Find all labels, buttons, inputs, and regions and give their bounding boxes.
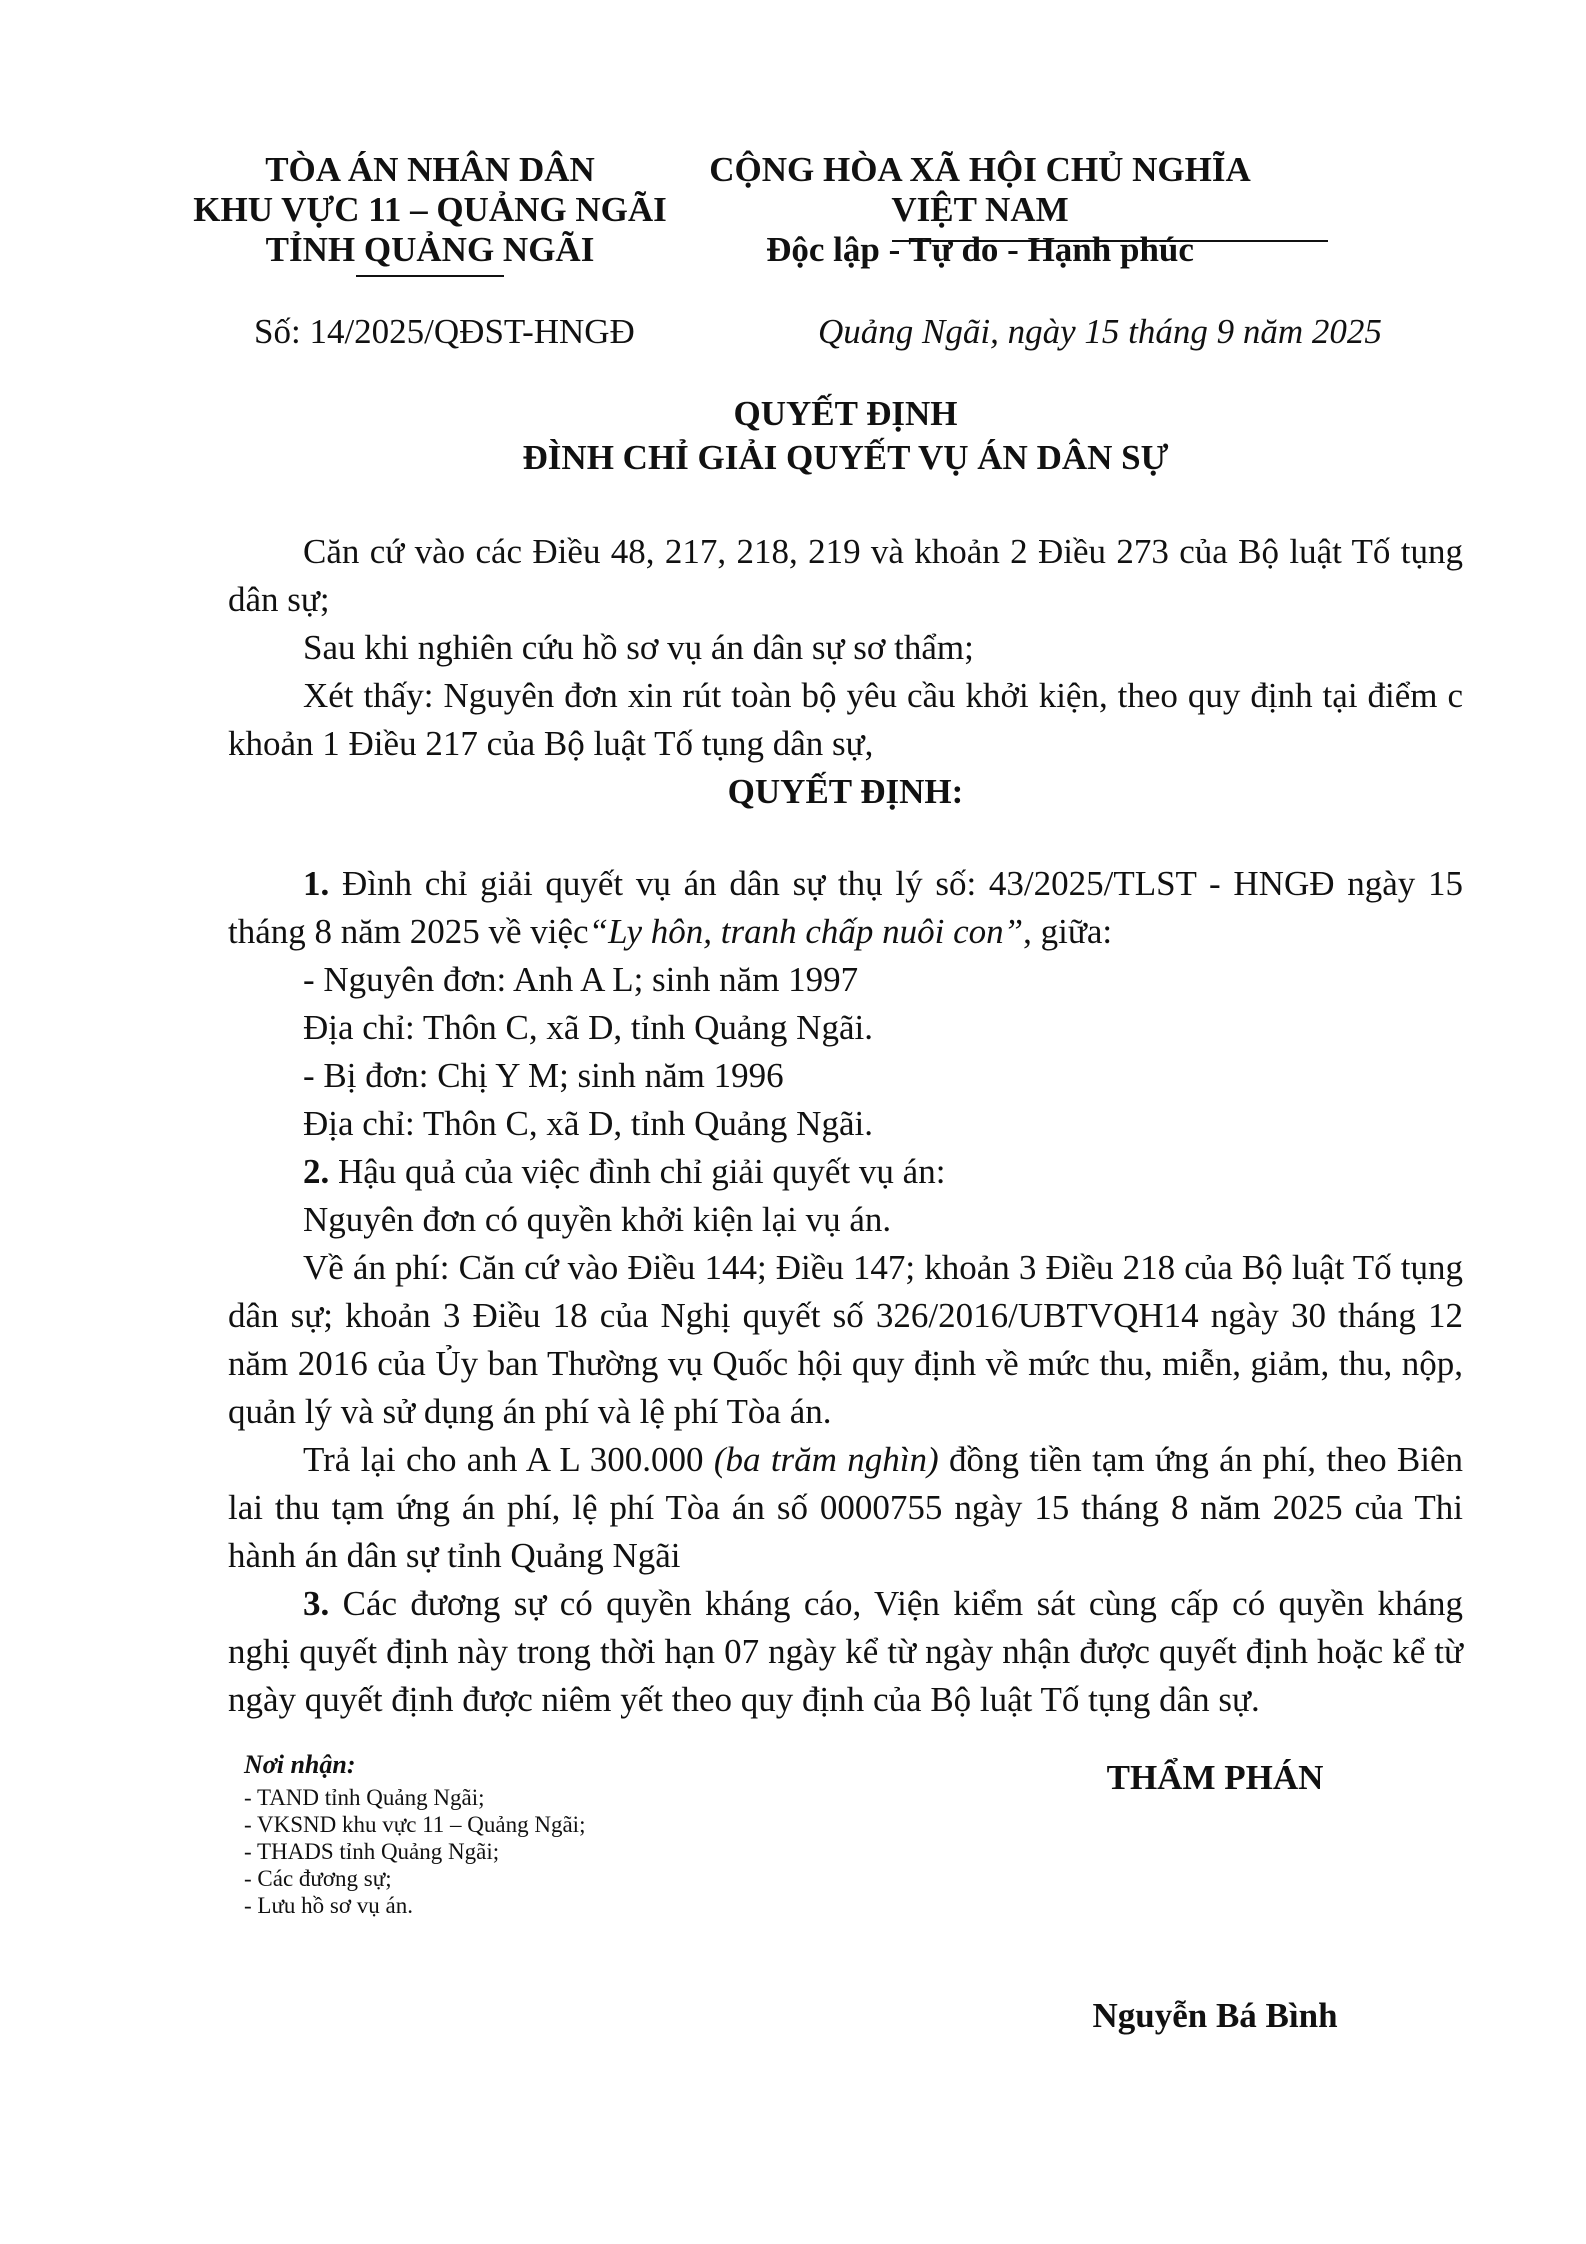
section-3-number: 3. [303,1584,330,1623]
appeal-rights: Các đương sự có quyền kháng cáo, Viện kiểm sát cùng cấp có quyền kháng nghị quyết định này trong thời hạn 07 ngày kể từ ngày nhận được quyết định hoặc kể từ ngày quyết định được niêm yết theo quy định của Bộ luật Tố tụng dân sự. [228,1584,1463,1719]
title-line-2: ĐÌNH CHỈ GIẢI QUYẾT VỤ ÁN DÂN SỰ [522,438,1169,477]
section-1-text [228,860,1463,956]
section-1-tail: , giữa: [1023,912,1113,951]
court-line-3: TỈNH QUẢNG NGÃI [265,230,595,269]
preamble-finding: Xét thấy: Nguyên đơn xin rút toàn bộ yêu cầu khởi kiện, theo quy định tại điểm c khoản 1 Điều 217 của Bộ luật Tố tụng dân sự, [228,676,1463,763]
national-motto [700,150,1260,270]
country-name: CỘNG HÒA XÃ HỘI CHỦ NGHĨA VIỆT NAM [709,150,1251,229]
refund-amount-words: (ba trăm nghìn) [713,1440,939,1479]
title-line-1: QUYẾT ĐỊNH [733,394,958,433]
signer-title: THẨM PHÁN [1106,1758,1324,1797]
section-2-heading [303,1148,945,1196]
preamble-review: Sau khi nghiên cứu hồ sơ vụ án dân sự sơ thẩm; [303,628,974,667]
document-title [228,392,1463,480]
preamble-legal-basis: Căn cứ vào các Điều 48, 217, 218, 219 và khoản 2 Điều 273 của Bộ luật Tố tụng dân sự; [228,532,1463,619]
case-name: “Ly hôn, tranh chấp nuôi con” [588,912,1024,951]
motto-underline [892,240,1328,242]
court-fee-basis: Về án phí: Căn cứ vào Điều 144; Điều 147; khoản 3 Điều 218 của Bộ luật Tố tụng dân sự; khoản 3 Điều 18 của Nghị quyết số 326/2016/UBTVQH14 ngày 30 tháng 12 năm 2016 của Ủy ban Thường vụ Quốc hội quy định về mức thu, miễn, giảm, thu, nộp, quản lý và sử dụng án phí và lệ phí Tòa án. [228,1248,1463,1431]
fee-refund [228,1436,1463,1580]
recipient-item: - Lưu hồ sơ vụ án. [244,1893,413,1918]
recipient-item: - TAND tỉnh Quảng Ngãi; [244,1785,485,1810]
court-name [180,150,680,270]
court-line-2: KHU VỰC 11 – QUẢNG NGÃI [193,190,667,229]
plaintiff-address: Địa chỉ: Thôn C, xã D, tỉnh Quảng Ngãi. [303,1008,873,1047]
signer-name: Nguyễn Bá Bình [1092,1996,1338,2035]
recipient-item: - VKSND khu vực 11 – Quảng Ngãi; [244,1812,586,1837]
motto: Độc lập - Tự do - Hạnh phúc [766,230,1194,269]
recipient-item: - Các đương sự; [244,1866,392,1891]
decision-heading: QUYẾT ĐỊNH: [727,772,964,811]
refund-amount: Trả lại cho anh A L 300.000 [303,1440,714,1479]
section-1-number: 1. [303,864,330,903]
recipient-item: - THADS tỉnh Quảng Ngãi; [244,1839,500,1864]
section-1-intro: Đình chỉ giải quyết vụ án dân sự thụ lý số: 43/2025/TLST - HNGĐ ngày 15 tháng 8 năm 2025 về việc [228,864,1463,951]
plaintiff: - Nguyên đơn: Anh A L; sinh năm 1997 [303,960,859,999]
defendant: - Bị đơn: Chị Y M; sinh năm 1996 [303,1056,784,1095]
document-number: Số: 14/2025/QĐST-HNGĐ [254,312,635,351]
court-underline [356,275,504,277]
court-line-1: TÒA ÁN NHÂN DÂN [265,150,595,189]
recipients-heading: Nơi nhận: [244,1750,356,1779]
section-2-number: 2. [303,1152,330,1191]
refund-receipt: đồng tiền tạm ứng án phí, theo Biên lai thu tạm ứng án phí, lệ phí Tòa án số 0000755 ngày 15 tháng 8 năm 2025 của Thi hành án dân sự tỉnh Quảng Ngãi [228,1440,1463,1575]
section-3-text [228,1580,1463,1724]
issue-date: Quảng Ngãi, ngày 15 tháng 9 năm 2025 [818,312,1382,351]
defendant-address: Địa chỉ: Thôn C, xã D, tỉnh Quảng Ngãi. [303,1104,873,1143]
right-to-resue: Nguyên đơn có quyền khởi kiện lại vụ án. [303,1200,892,1239]
section-2-title: Hậu quả của việc đình chỉ giải quyết vụ án: [329,1152,946,1191]
